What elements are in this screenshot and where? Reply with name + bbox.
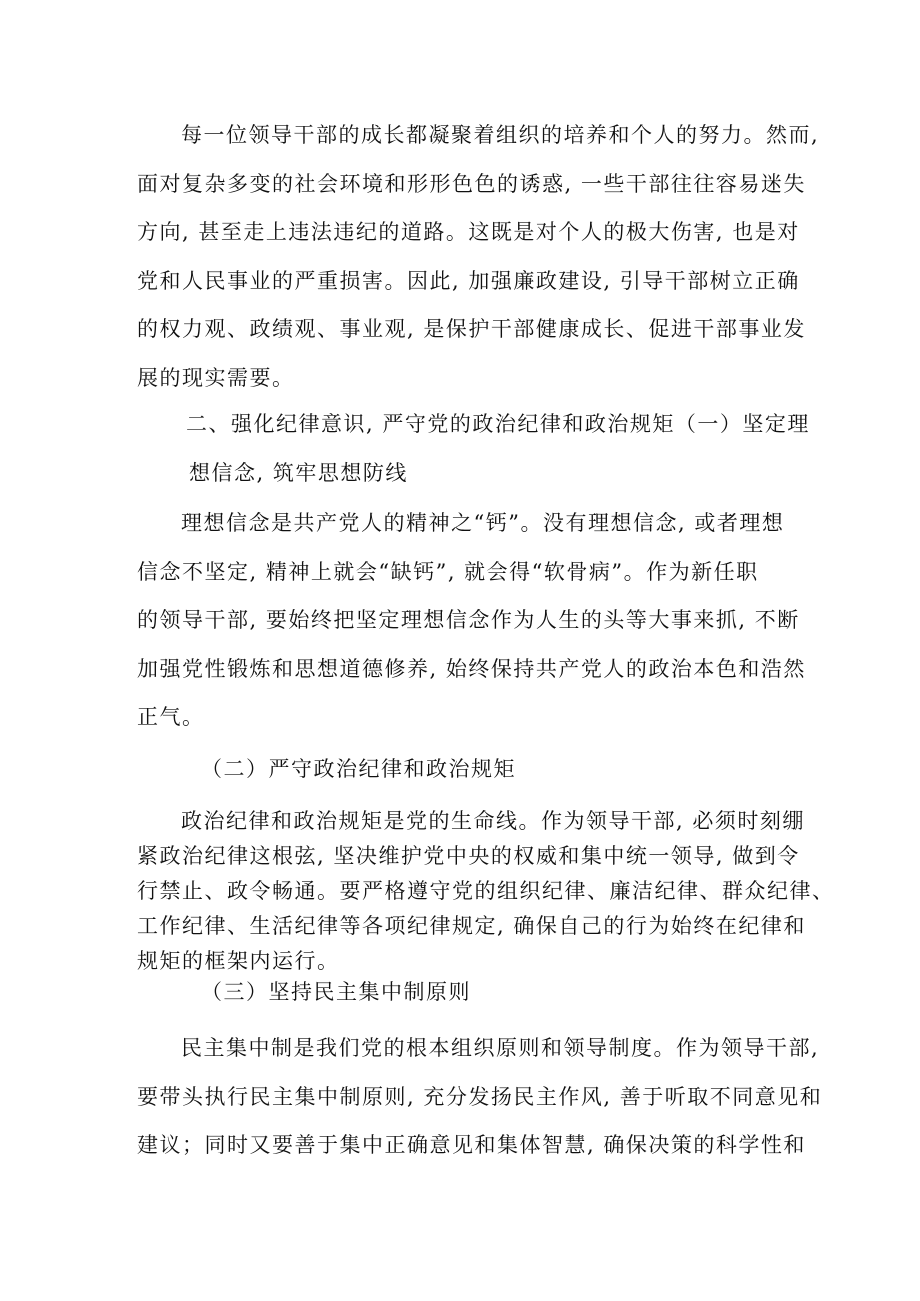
paragraph-line: 行禁止、政令畅通。要严格遵守党的组织纪律、廉洁纪律、群众纪律、: [137, 879, 835, 903]
paragraph-line: 面对复杂多变的社会环境和形形色色的诱惑, 一些干部往往容易迷失: [137, 171, 806, 196]
paragraph-2: [137, 499, 806, 742]
paragraph-line: 紧政治纪律这根弦, 坚决维护党中央的权威和集中统一领导, 做到令: [137, 844, 800, 868]
paragraph-4: [137, 1024, 823, 1170]
paragraph-3: [137, 804, 835, 979]
paragraph-line: 要带头执行民主集中制原则, 充分发扬民主作风, 善于听取不同意见和: [137, 1084, 823, 1109]
paragraph-line: 每一位领导干部的成长都凝聚着组织的培养和个人的努力。然而,: [181, 123, 820, 147]
heading-line: 二、强化纪律意识, 严守党的政治纪律和政治规矩（一）坚定理: [186, 412, 810, 436]
paragraph-line: 展的现实需要。: [137, 365, 295, 390]
paragraph-line: 的领导干部, 要始终把坚定理想信念作为人生的头等大事来抓, 不断: [137, 608, 800, 632]
heading-line: （三）坚持民主集中制原则: [201, 980, 471, 1004]
subheading-3: [137, 968, 787, 1017]
heading-line: 想信念, 筑牢思想防线: [189, 460, 408, 485]
subheading-2: [137, 745, 787, 794]
paragraph-line: 正气。: [137, 705, 205, 729]
paragraph-line: 加强党性锻炼和思想道德修养, 始终保持共产党人的政治本色和浩然: [137, 656, 806, 681]
paragraph-line: 方向, 甚至走上违法违纪的道路。这既是对个人的极大伤害, 也是对: [137, 220, 800, 244]
paragraph-line: 政治纪律和政治规矩是党的生命线。作为领导干部, 必须时刻绷: [181, 809, 805, 833]
heading-line: （二）严守政治纪律和政治规矩: [201, 757, 516, 781]
paragraph-line: 民主集中制是我们党的根本组织原则和领导制度。作为领导干部,: [181, 1036, 820, 1060]
paragraph-line: 理想信念是共产党人的精神之“钙”。没有理想信念, 或者理想: [181, 511, 785, 535]
paragraph-line: 的权力观、政绩观、事业观, 是保护干部健康成长、促进干部事业发: [137, 317, 806, 341]
paragraph-1: [137, 111, 820, 402]
section-heading-2: [137, 400, 810, 497]
paragraph-line: 信念不坚定, 精神上就会“缺钙”, 就会得“软骨病”。作为新任职: [137, 559, 759, 584]
paragraph-line: 工作纪律、生活纪律等各项纪律规定, 确保自己的行为始终在纪律和: [137, 914, 806, 938]
paragraph-line: 党和人民事业的严重损害。因此, 加强廉政建设, 引导干部树立正确: [137, 268, 800, 293]
paragraph-line: 建议；同时又要善于集中正确意见和集体智慧, 确保决策的科学性和: [137, 1133, 806, 1157]
paragraph-line: 规矩的框架内运行。: [137, 949, 340, 973]
